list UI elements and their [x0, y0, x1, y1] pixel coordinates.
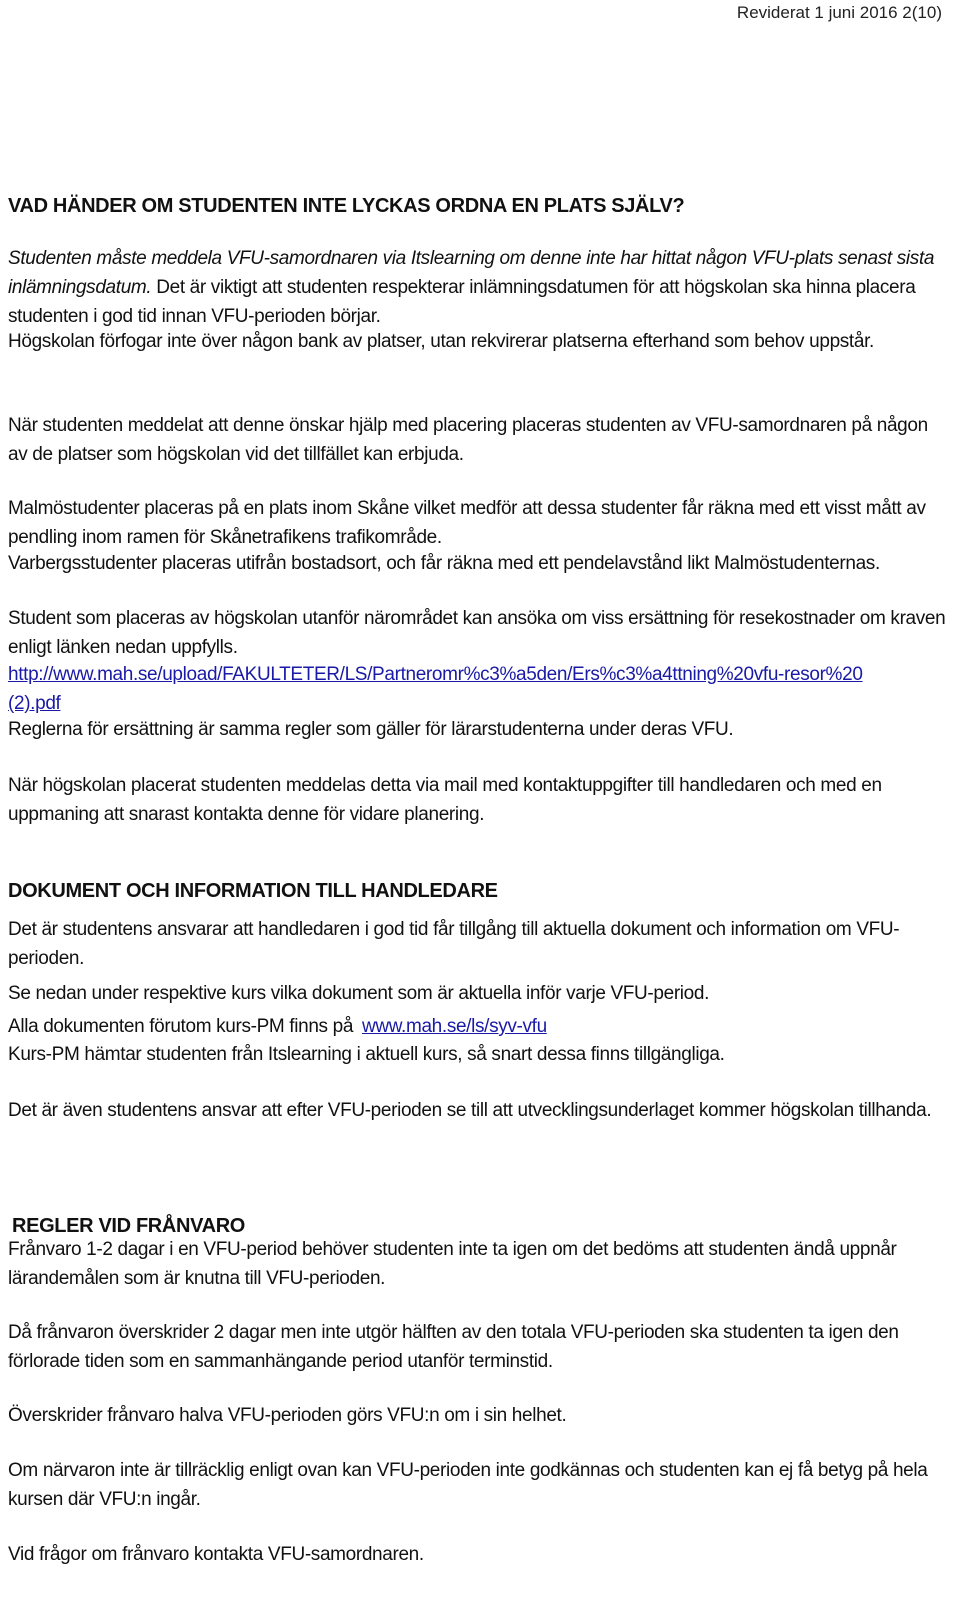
paragraph-insufficient-attendance: Om närvaron inte är tillräcklig enligt ovan kan VFU-perioden inte godkännas och studenten kan ej få betyg på hela kursen där VFU:n ingår. [8, 1460, 928, 1510]
deadline-importance-text: Det är viktigt att studenten respekterar inlämningsdatumen för att högskolan ska hinna placera studenten i god tid innan VFU-perioden börjar. [8, 277, 916, 327]
paragraph-placement-notification: När högskolan placerat studenten meddelas detta via mail med kontaktuppgifter till handledaren och med en uppmaning att snarast kontakta denne för vidare planering. [8, 775, 882, 825]
paragraph-documents-location [8, 1012, 948, 1041]
compensation-link[interactable]: http://www.mah.se/upload/FAKULTETER/LS/Partneromr%c3%a5den/Ers%c3%a4ttning%20vfu-resor%20(2).pdf [8, 664, 863, 714]
paragraph-absence-questions: Vid frågor om frånvaro kontakta VFU-samordnaren. [8, 1544, 424, 1565]
paragraph-varberg-students: Varbergsstudenter placeras utifrån bostadsort, och får räkna med ett pendelavstånd likt Malmöstudenternas. [8, 553, 880, 574]
paragraph-course-pm: Kurs-PM hämtar studenten från Itslearning i aktuell kurs, så snart dessa finns tillgängliga. [8, 1044, 725, 1065]
italic-deadline-text: Studenten måste meddela VFU-samordnaren via Itslearning om denne inte har hittat någon VFU-plats senast sista inlämningsdatum. [8, 248, 935, 298]
paragraph-short-absence: Frånvaro 1-2 dagar i en VFU-period behöver studenten inte ta igen om det bedöms att studenten ändå uppnår lärandemålen som är knutna till VFU-perioden. [8, 1239, 897, 1289]
paragraph-placement-help: När studenten meddelat att denne önskar hjälp med placering placeras studenten av VFU-samordnaren på någon av de platser som högskolan vid det tillfället kan erbjuda. [8, 415, 928, 465]
heading-absence-rules: REGLER VID FRÅNVARO [12, 1215, 245, 1237]
paragraph-longer-absence: Då frånvaron överskrider 2 dagar men inte utgör hälften av den totala VFU-perioden ska studenten ta igen den förlorade tiden som en sammanhängande period utanför terminstid. [8, 1322, 899, 1372]
heading-student-no-placement: VAD HÄNDER OM STUDENTEN INTE LYCKAS ORDNA EN PLATS SJÄLV? [8, 195, 685, 217]
compensation-link-line [8, 660, 878, 718]
paragraph-student-responsibility: Det är studentens ansvarar att handledaren i god tid får tillgång till aktuella dokument och information om VFU-perioden. [8, 919, 900, 969]
paragraph-compensation-rules: Reglerna för ersättning är samma regler som gäller för lärarstudenterna under deras VFU. [8, 719, 734, 740]
paragraph-no-placement-bank: Högskolan förfogar inte över någon bank av platser, utan rekvirerar platserna efterhand som behov uppstår. [8, 331, 874, 352]
paragraph-development-basis: Det är även studentens ansvar att efter VFU-perioden se till att utvecklingsunderlaget kommer högskolan tillhanda. [8, 1100, 932, 1121]
revision-header: Reviderat 1 juni 2016 2(10) [736, 3, 942, 22]
paragraph-course-documents: Se nedan under respektive kurs vilka dokument som är aktuella inför varje VFU-period. [8, 983, 710, 1004]
paragraph-malmo-students: Malmöstudenter placeras på en plats inom Skåne vilket medför att dessa studenter får räkna med ett visst mått av pendling inom ramen för Skånetrafikens trafikområde. [8, 498, 926, 548]
heading-documents-supervisor: DOKUMENT OCH INFORMATION TILL HANDLEDARE [8, 880, 498, 902]
documents-location-text: Alla dokumenten förutom kurs-PM finns på [8, 1016, 358, 1037]
paragraph-notify-coordinator [8, 244, 948, 331]
paragraph-travel-compensation: Student som placeras av högskolan utanför närområdet kan ansöka om viss ersättning för resekostnader om kraven enligt länken nedan uppfylls. [8, 608, 946, 658]
paragraph-half-period-absence: Överskrider frånvaro halva VFU-perioden görs VFU:n om i sin helhet. [8, 1405, 567, 1426]
syv-vfu-link[interactable]: www.mah.se/ls/syv-vfu [361, 1016, 547, 1037]
